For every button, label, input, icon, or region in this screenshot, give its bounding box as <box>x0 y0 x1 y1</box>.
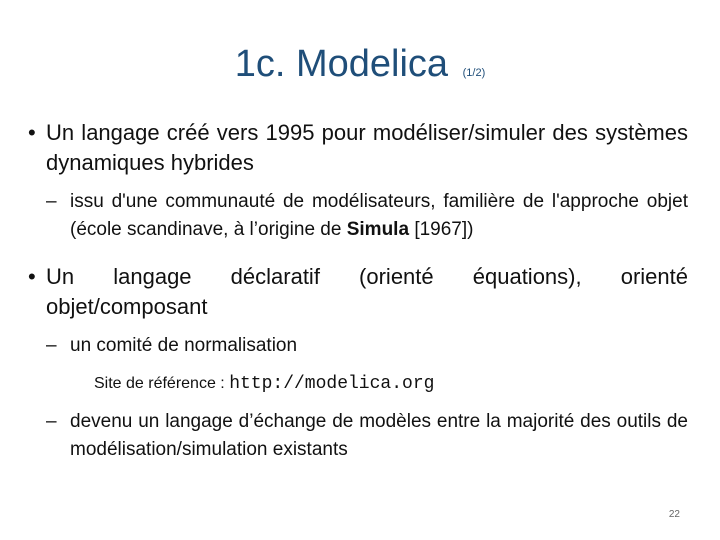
bullet-2-text: Un langage déclaratif (orienté équations), orienté objet/composant <box>46 264 688 319</box>
bullet-1-text: Un langage créé vers 1995 pour modéliser/simuler des systèmes dynamiques hybrides <box>46 120 688 175</box>
dash-marker: – <box>46 335 57 356</box>
bullet-1-sub-1-after: [1967]) <box>409 219 474 240</box>
bullet-2-sub-2-text: devenu un langage d’échange de modèles entre la majorité des outils de modélisation/simulation existants <box>70 411 688 460</box>
bullet-1-sub-1-before: issu d'une communauté de modélisateurs, familière de l'approche objet (école scandinave, à l’origine de <box>70 191 688 240</box>
bullet-2-sub-1 <box>46 332 688 360</box>
slide-title-text: 1c. Modelica <box>234 43 449 85</box>
bullet-1 <box>28 118 688 178</box>
reference-site-line <box>94 370 688 398</box>
bullet-2-sub-2 <box>46 408 688 464</box>
bullet-1-sub-1 <box>46 188 688 244</box>
page-number: 22 <box>668 509 680 520</box>
bullet-marker: • <box>28 264 36 289</box>
bullet-2 <box>28 262 688 322</box>
reference-url[interactable]: http://modelica.org <box>229 374 435 394</box>
dash-marker: – <box>46 411 57 432</box>
slide-content <box>28 118 688 474</box>
bullet-2-sub-1-text: un comité de normalisation <box>70 335 298 356</box>
slide-title-part: (1/2) <box>462 67 486 79</box>
bullet-marker: • <box>28 120 36 145</box>
simula-bold: Simula <box>346 219 410 240</box>
dash-marker: – <box>46 191 57 212</box>
reference-label: Site de référence : <box>94 375 230 392</box>
slide-title <box>0 44 720 86</box>
